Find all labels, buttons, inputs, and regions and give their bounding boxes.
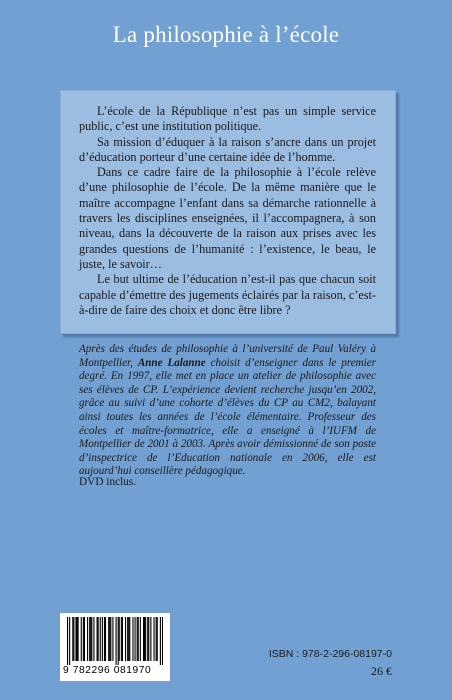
- barcode-bar: [90, 617, 91, 661]
- barcode-bar: [110, 617, 111, 661]
- barcode-bar: [140, 617, 141, 661]
- barcode-bar: [125, 617, 126, 661]
- barcode-bar: [156, 617, 157, 661]
- barcode-bar: [75, 617, 76, 661]
- barcode-bar: [118, 617, 119, 665]
- barcode-bar: [122, 617, 123, 661]
- barcode-bar: [69, 617, 70, 665]
- summary-paragraph: Le but ultime de l’éducation n’est-il pas que chacun soit capable d’émettre des jugements éclairés par la raison, c’est-à-dire de faire des choix et donc être libre ?: [79, 272, 376, 317]
- barcode-bar: [135, 617, 136, 661]
- barcode-bar: [73, 617, 74, 661]
- barcode-bar: [98, 617, 99, 661]
- barcode-bar: [128, 617, 129, 661]
- barcode-bar: [143, 617, 144, 661]
- barcode-bar: [81, 617, 82, 661]
- dvd-note: DVD inclus.: [79, 476, 137, 488]
- barcode-digits: 9 782296 081970: [63, 665, 152, 676]
- barcode-bar: [104, 617, 105, 661]
- barcode-bar: [102, 617, 103, 661]
- barcode-bar: [97, 617, 98, 661]
- summary-text: [79, 104, 376, 318]
- barcode-bar: [145, 617, 146, 661]
- barcode-bar: [154, 617, 155, 661]
- bio-intro: Après des études de philosophie à l’université de Paul Valéry à Montpellier,: [79, 343, 376, 369]
- book-title: La philosophie à l’école: [112, 22, 340, 47]
- barcode-bar: [109, 617, 110, 661]
- barcode-bar: [91, 617, 92, 661]
- isbn: ISBN : 978-2-296-08197-0: [268, 648, 392, 660]
- barcode-bar: [129, 617, 130, 661]
- barcode-bar: [144, 617, 145, 661]
- barcode-bar: [132, 617, 133, 661]
- barcode-bar: [76, 617, 77, 661]
- barcode-bar: [148, 617, 149, 661]
- summary-paragraph: L’école de la République n’est pas un simple service public, c’est une institution politique.: [79, 104, 376, 134]
- barcode-bar: [100, 617, 101, 661]
- price: 26 €: [371, 664, 392, 678]
- barcode-bars: [67, 617, 163, 665]
- barcode-bar: [112, 617, 113, 661]
- barcode-bar: [93, 617, 94, 661]
- barcode-bar: [105, 617, 106, 661]
- author-name: Anne Lalanne: [137, 356, 206, 369]
- barcode-bar: [78, 617, 79, 661]
- barcode-bar: [150, 617, 151, 661]
- barcode-bar: [127, 617, 128, 661]
- barcode-bar: [137, 617, 138, 661]
- barcode-bar: [116, 617, 117, 665]
- barcode-bar: [84, 617, 85, 661]
- author-bio: [79, 343, 376, 479]
- barcode-bar: [119, 617, 120, 661]
- barcode-bar: [138, 617, 139, 661]
- barcode-bar: [162, 617, 163, 665]
- barcode-bar: [108, 617, 109, 661]
- barcode-bar: [121, 617, 122, 661]
- barcode-bar: [157, 617, 158, 661]
- barcode-bar: [160, 617, 161, 665]
- barcode: [60, 613, 170, 681]
- barcode-bar: [72, 617, 73, 661]
- summary-paragraph: Sa mission d’éduquer à la raison s’ancre dans un projet d’éducation porteur d’une certaine idée de l’homme.: [79, 134, 376, 164]
- barcode-bar: [67, 617, 68, 665]
- barcode-bar: [147, 617, 148, 661]
- barcode-bar: [89, 617, 90, 661]
- bio-body: choisit d’enseigner dans le premier degré. En 1997, elle met en place un atelier de philosophie avec ses élèves de CP. L’expérience devient recherche jusqu’en 2002, grâce au suivi d’une cohorte d’élèves du CP au CM2, balayant ainsi toutes les années de l’école élémentaire. Professeur des écoles et maître-formatrice, elle a enseigné à l’IUFM de Montpellier de 2001 à 2003. Après avoir démissionné de son poste d’inspectrice de l’Education nationale en 2006, elle est aujourd’hui conseillère pédagogique.: [79, 356, 376, 478]
- summary-paragraph: Dans ce cadre faire de la philosophie à l’école relève d’une philosophie de l’école. De la même manière que le maître accompagne l’enfant dans sa démarche rationnelle à travers les disciplines enseignées, il l’accompagnera, à son niveau, dans la découverte de la raison aux prises avec les grandes questions de l’humanité : l’existence, le beau, le juste, le savoir…: [79, 165, 376, 271]
- barcode-bar: [87, 617, 88, 661]
- barcode-bar: [83, 617, 84, 661]
